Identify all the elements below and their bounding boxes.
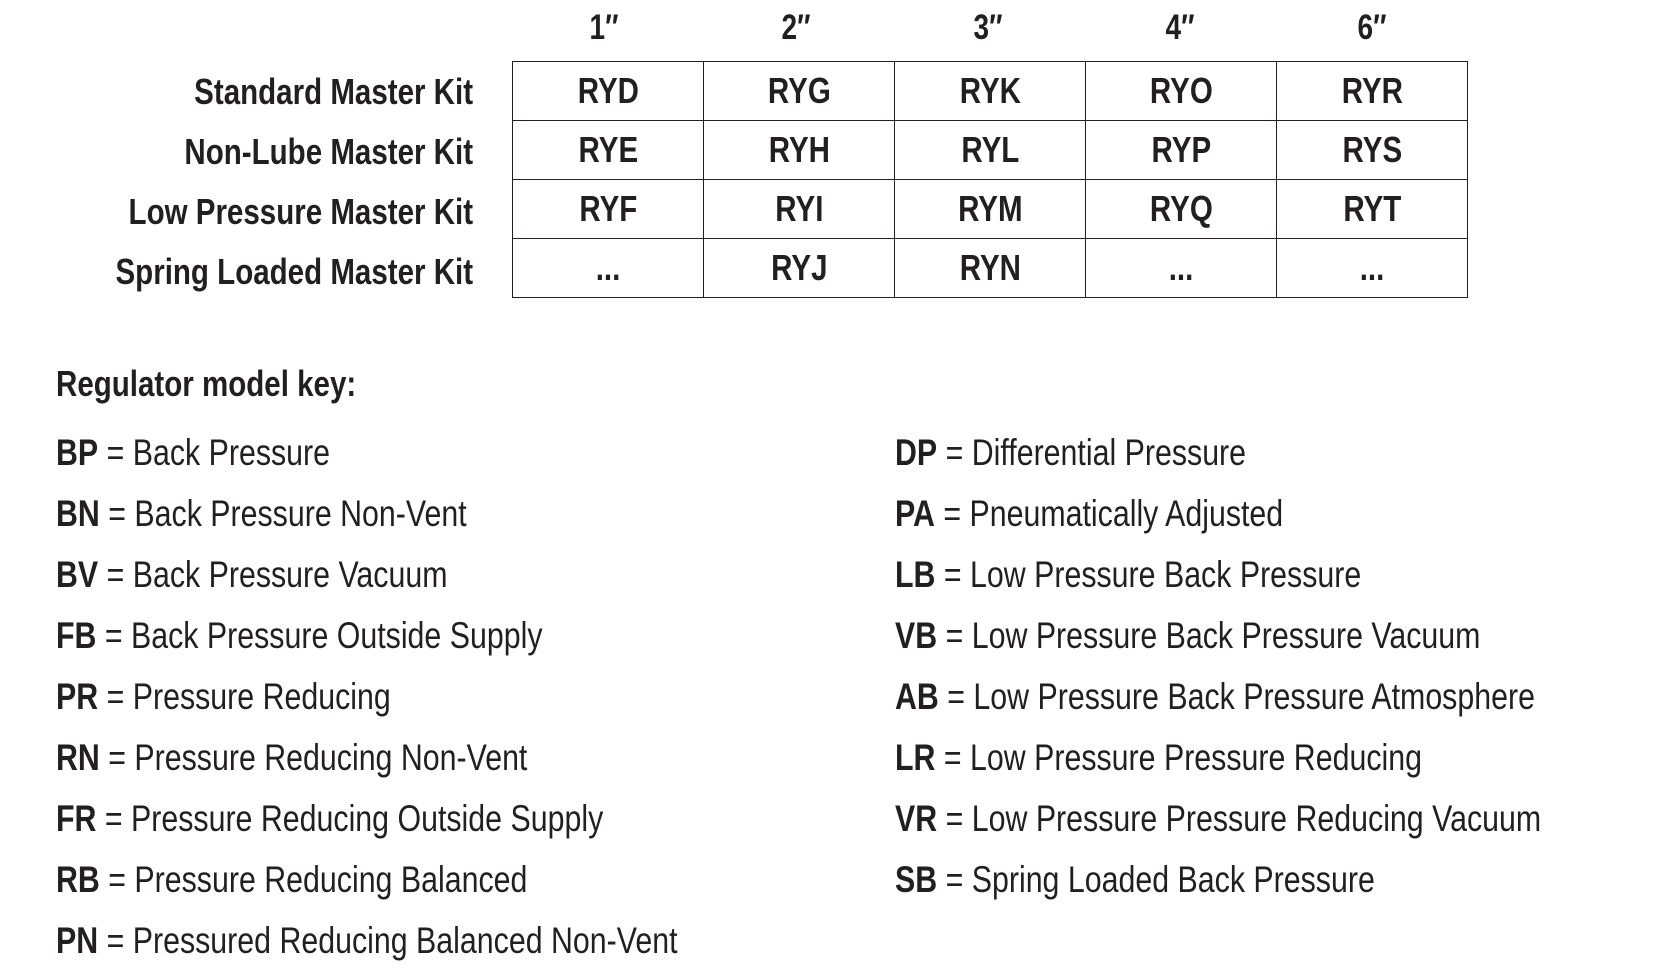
- row-label: Standard Master Kit: [194, 71, 473, 112]
- row-label: Non-Lube Master Kit: [184, 131, 474, 172]
- table-cell: RYP: [1086, 121, 1277, 180]
- table-cell: ...: [513, 239, 704, 298]
- key-item: FR = Pressure Reducing Outside Supply: [56, 798, 604, 839]
- master-kit-table: [512, 61, 1468, 298]
- table-cell: RYG: [704, 62, 895, 121]
- table-cell: RYK: [895, 62, 1086, 121]
- table-cell: RYT: [1277, 180, 1468, 239]
- table-row: [513, 180, 1468, 239]
- row-label: Low Pressure Master Kit: [128, 191, 473, 232]
- table-row: [513, 121, 1468, 180]
- table-cell: RYQ: [1086, 180, 1277, 239]
- key-item: VB = Low Pressure Back Pressure Vacuum: [895, 615, 1481, 656]
- key-item: BV = Back Pressure Vacuum: [56, 554, 448, 595]
- key-column-right: [895, 422, 1672, 910]
- table-cell: RYR: [1277, 62, 1468, 121]
- key-item: BN = Back Pressure Non-Vent: [56, 493, 467, 534]
- size-header: 4″: [1165, 8, 1195, 47]
- table-cell: RYO: [1086, 62, 1277, 121]
- size-header: 3″: [973, 8, 1003, 47]
- key-title: Regulator model key:: [56, 363, 357, 404]
- table-cell: RYN: [895, 239, 1086, 298]
- table-cell: ...: [1277, 239, 1468, 298]
- key-column-left: [56, 422, 814, 971]
- key-item: PN = Pressured Reducing Balanced Non-Vent: [56, 920, 678, 961]
- table-cell: RYD: [513, 62, 704, 121]
- key-item: PR = Pressure Reducing: [56, 676, 391, 717]
- size-header: 2″: [781, 8, 811, 47]
- table-cell: RYJ: [704, 239, 895, 298]
- key-item: LB = Low Pressure Back Pressure: [895, 554, 1362, 595]
- table-cell: RYH: [704, 121, 895, 180]
- table-row: [513, 239, 1468, 298]
- key-item: DP = Differential Pressure: [895, 432, 1247, 473]
- key-item: VR = Low Pressure Pressure Reducing Vacuum: [895, 798, 1542, 839]
- table-cell: RYL: [895, 121, 1086, 180]
- key-item: PA = Pneumatically Adjusted: [895, 493, 1284, 534]
- key-item: FB = Back Pressure Outside Supply: [56, 615, 543, 656]
- size-header-row: [508, 8, 1468, 48]
- key-item: RB = Pressure Reducing Balanced: [56, 859, 528, 900]
- table-cell: RYF: [513, 180, 704, 239]
- kit-row-labels: [37, 62, 473, 302]
- key-item: SB = Spring Loaded Back Pressure: [895, 859, 1375, 900]
- key-item: BP = Back Pressure: [56, 432, 331, 473]
- table-cell: ...: [1086, 239, 1277, 298]
- row-label: Spring Loaded Master Kit: [115, 251, 473, 292]
- key-item: LR = Low Pressure Pressure Reducing: [895, 737, 1422, 778]
- table-cell: RYE: [513, 121, 704, 180]
- table-cell: RYS: [1277, 121, 1468, 180]
- size-header: 1″: [589, 8, 619, 47]
- table-row: [513, 62, 1468, 121]
- table-cell: RYM: [895, 180, 1086, 239]
- key-item: RN = Pressure Reducing Non-Vent: [56, 737, 528, 778]
- table-cell: RYI: [704, 180, 895, 239]
- key-item: AB = Low Pressure Back Pressure Atmosphere: [895, 676, 1535, 717]
- size-header: 6″: [1357, 8, 1387, 47]
